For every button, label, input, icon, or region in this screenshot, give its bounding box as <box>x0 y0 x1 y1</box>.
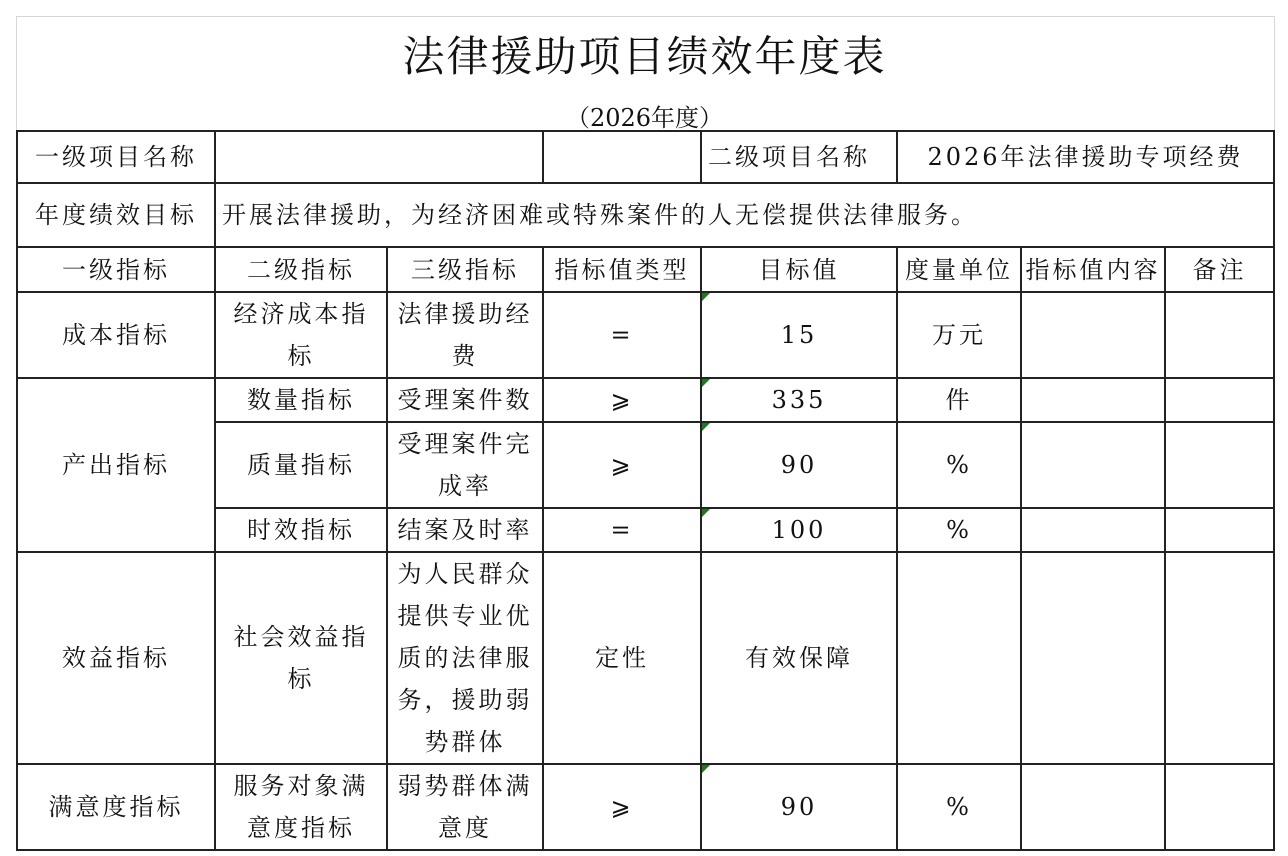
level1-name-label: 一级项目名称 <box>17 131 215 183</box>
cell-note[interactable] <box>1165 764 1274 850</box>
cell-target[interactable]: 90 <box>701 422 897 508</box>
cell-level2: 社会效益指标 <box>215 552 387 764</box>
cell-note[interactable] <box>1165 508 1274 552</box>
header-level3: 三级指标 <box>387 247 543 292</box>
cell-unit[interactable]: % <box>897 422 1021 508</box>
header-note: 备注 <box>1165 247 1274 292</box>
table-row <box>17 292 1274 378</box>
cell-unit[interactable]: 万元 <box>897 292 1021 378</box>
header-target: 目标值 <box>701 247 897 292</box>
header-row <box>17 247 1274 292</box>
cell-content[interactable] <box>1021 552 1165 764</box>
cell-level2: 数量指标 <box>215 378 387 422</box>
cell-level3: 结案及时率 <box>387 508 543 552</box>
header-unit: 度量单位 <box>897 247 1021 292</box>
level2-name-value[interactable]: 2026年法律援助专项经费 <box>897 131 1274 183</box>
document-title: 法律援助项目绩效年度表 <box>402 32 887 81</box>
header-level2: 二级指标 <box>215 247 387 292</box>
table-row <box>17 764 1274 850</box>
cell-content[interactable] <box>1021 422 1165 508</box>
cell-target[interactable]: 有效保障 <box>701 552 897 764</box>
cell-level3: 受理案件数 <box>387 378 543 422</box>
cell-note[interactable] <box>1165 292 1274 378</box>
cell-level3: 为人民群众提供专业优质的法律服务，援助弱势群体 <box>387 552 543 764</box>
annual-goal-value[interactable]: 开展法律援助，为经济困难或特殊案件的人无偿提供法律服务。 <box>215 183 1274 247</box>
cell-content[interactable] <box>1021 764 1165 850</box>
cell-type[interactable]: = <box>543 292 701 378</box>
table-row <box>17 378 1274 422</box>
info-row-project-name <box>17 131 1274 183</box>
cell-level2: 时效指标 <box>215 508 387 552</box>
cell-level3: 受理案件完成率 <box>387 422 543 508</box>
document-subtitle: （2026年度） <box>565 104 724 132</box>
title-area <box>16 16 1273 130</box>
cell-note[interactable] <box>1165 552 1274 764</box>
header-level1: 一级指标 <box>17 247 215 292</box>
cell-target[interactable]: 100 <box>701 508 897 552</box>
cell-unit[interactable] <box>897 552 1021 764</box>
cell-level2: 质量指标 <box>215 422 387 508</box>
cell-level2: 服务对象满意度指标 <box>215 764 387 850</box>
cell-content[interactable] <box>1021 292 1165 378</box>
header-type: 指标值类型 <box>543 247 701 292</box>
cell-unit[interactable]: % <box>897 764 1021 850</box>
cell-type[interactable]: ⩾ <box>543 764 701 850</box>
cell-content[interactable] <box>1021 378 1165 422</box>
header-content: 指标值内容 <box>1021 247 1165 292</box>
cell-type[interactable]: ⩾ <box>543 378 701 422</box>
cell-target[interactable]: 15 <box>701 292 897 378</box>
table-row <box>17 552 1274 764</box>
info-row-annual-goal <box>17 183 1274 247</box>
level1-name-extra[interactable] <box>543 131 701 183</box>
cell-unit[interactable]: 件 <box>897 378 1021 422</box>
cell-level1: 产出指标 <box>17 378 215 552</box>
cell-level1: 满意度指标 <box>17 764 215 850</box>
annual-goal-label: 年度绩效目标 <box>17 183 215 247</box>
cell-note[interactable] <box>1165 422 1274 508</box>
cell-type[interactable]: ⩾ <box>543 422 701 508</box>
cell-level1: 成本指标 <box>17 292 215 378</box>
cell-level2: 经济成本指标 <box>215 292 387 378</box>
cell-target[interactable]: 335 <box>701 378 897 422</box>
cell-level3: 法律援助经费 <box>387 292 543 378</box>
level2-name-label: 二级项目名称 <box>701 131 897 183</box>
cell-note[interactable] <box>1165 378 1274 422</box>
cell-type[interactable]: 定性 <box>543 552 701 764</box>
cell-unit[interactable]: % <box>897 508 1021 552</box>
cell-content[interactable] <box>1021 508 1165 552</box>
cell-target[interactable]: 90 <box>701 764 897 850</box>
cell-type[interactable]: = <box>543 508 701 552</box>
performance-table <box>16 130 1275 851</box>
level1-name-value[interactable] <box>215 131 543 183</box>
cell-level3: 弱势群体满意度 <box>387 764 543 850</box>
cell-level1: 效益指标 <box>17 552 215 764</box>
